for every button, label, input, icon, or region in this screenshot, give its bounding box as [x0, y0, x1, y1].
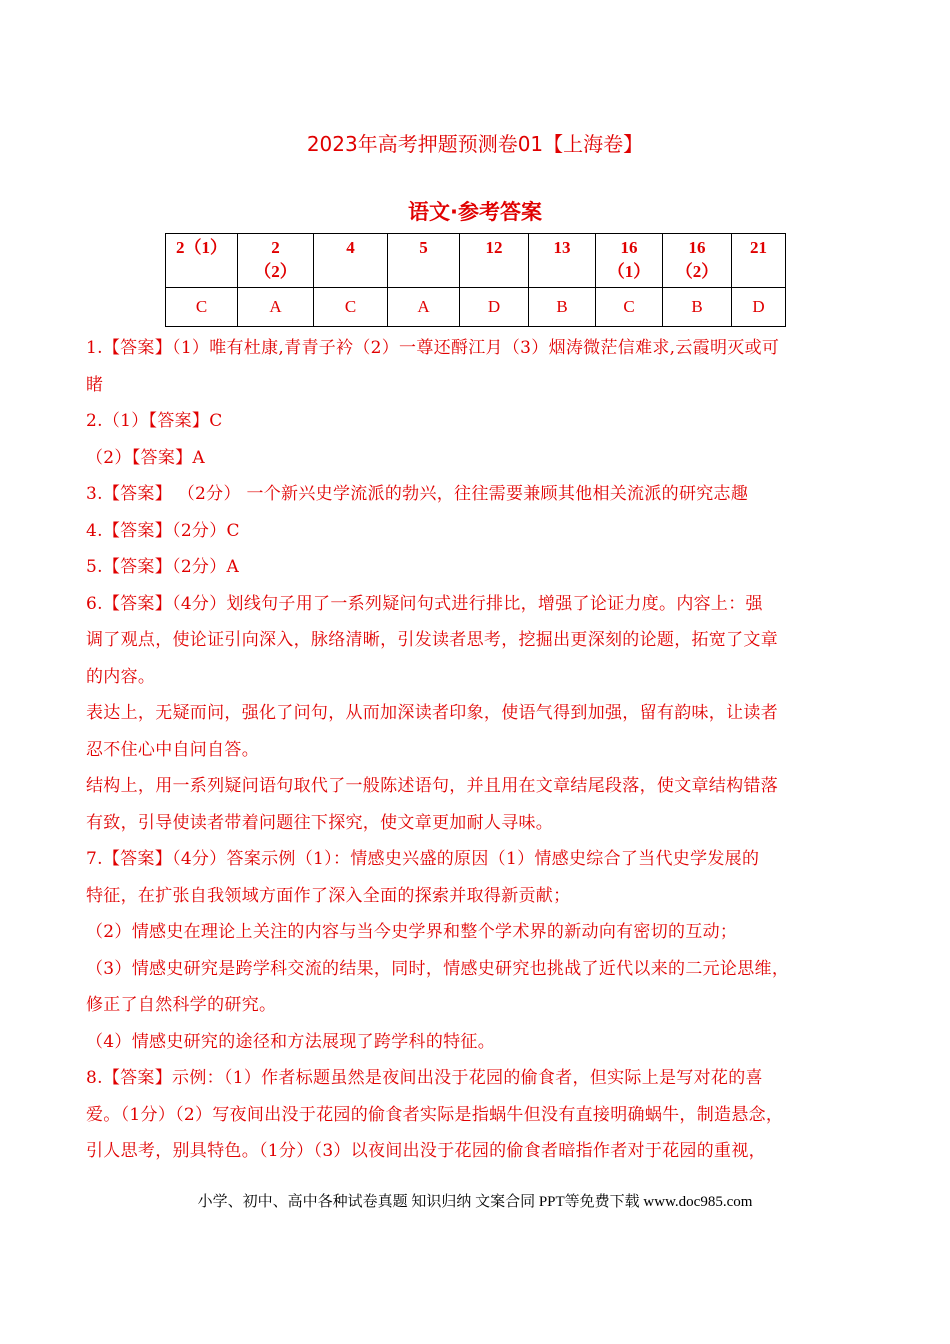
- answer-line: （2）【答案】A: [86, 447, 205, 468]
- answer-cell: A: [238, 288, 314, 327]
- answer-line: 调了观点，使论证引向深入，脉络清晰，引发读者思考，挖掘出更深刻的论题，拓宽了文章: [86, 630, 778, 650]
- question-number: 16 （2）: [675, 238, 719, 281]
- answer-table-header-row: [166, 234, 786, 288]
- question-number: 2 （2）: [254, 238, 297, 281]
- page-subtitle: 语文·参考答案: [408, 200, 542, 224]
- answer-line: 表达上，无疑而问，强化了问句，从而加深读者印象，使语气得到加强，留有韵味，让读者: [86, 703, 778, 723]
- answer-cell: B: [529, 288, 596, 327]
- answer-line: （4）情感史研究的途径和方法展现了跨学科的特征。: [86, 1031, 496, 1052]
- answer-cell: A: [388, 288, 460, 327]
- question-number-cell: 4: [314, 234, 388, 288]
- answer-cell: B: [663, 288, 732, 327]
- answer-cell: D: [732, 288, 786, 327]
- question-number-cell: 12: [460, 234, 529, 288]
- answer-table: [165, 233, 786, 327]
- answer-line: 引人思考，别具特色。（1分）（3）以夜间出没于花园的偷食者暗指作者对于花园的重视，: [86, 1141, 766, 1161]
- answer-table-answer-row: [166, 288, 786, 327]
- answer-line: 修正了自然科学的研究。: [86, 995, 277, 1015]
- question-number: 16 （1）: [607, 238, 651, 281]
- answer-line: 爱。（1分）（2）写夜间出没于花园的偷食者实际是指蜗牛但没有直接明确蜗牛，制造悬念，: [86, 1104, 784, 1125]
- answer-line: 特征，在扩张自我领域方面作了深入全面的探索并取得新贡献；: [86, 885, 571, 906]
- answer-cell: D: [460, 288, 529, 327]
- answer-cell: C: [596, 288, 663, 327]
- answer-text-body: [86, 330, 866, 1170]
- question-number-cell: 13: [529, 234, 596, 288]
- answer-cell: C: [314, 288, 388, 327]
- question-number-cell: [596, 234, 663, 288]
- question-number-cell: [663, 234, 732, 288]
- page-title: 2023年高考押题预测卷01【上海卷】: [306, 132, 644, 156]
- answer-line: 结构上，用一系列疑问语句取代了一般陈述语句，并且用在文章结尾段落，使文章结构错落: [86, 776, 778, 796]
- answer-line: 的内容。: [86, 666, 156, 687]
- answer-line: 7.【答案】（4分）答案示例（1）：情感史兴盛的原因（1）情感史综合了当代史学发展的: [86, 849, 760, 869]
- question-number-cell: 2（1）: [166, 234, 238, 288]
- answer-line: 2.（1）【答案】C: [86, 411, 223, 431]
- answer-line: 忍不住心中自问自答。: [86, 739, 259, 760]
- question-number-cell: [238, 234, 314, 288]
- answer-line: 4.【答案】（2分）C: [86, 520, 240, 541]
- answer-line: 5.【答案】（2分）A: [86, 557, 240, 577]
- answer-line: 6.【答案】（4分）划线句子用了一系列疑问句式进行排比，增强了论证力度。内容上：强: [86, 593, 763, 614]
- answer-line: 3.【答案】 （2分） 一个新兴史学流派的勃兴，往往需要兼顾其他相关流派的研究志趣: [86, 484, 749, 504]
- answer-line: （2）情感史在理论上关注的内容与当今史学界和整个学术界的新动向有密切的互动；: [86, 922, 738, 942]
- answer-line: 8.【答案】示例：（1）作者标题虽然是夜间出没于花园的偷食者，但实际上是写对花的喜: [86, 1068, 763, 1088]
- question-number-cell: 21: [732, 234, 786, 288]
- question-number-cell: 5: [388, 234, 460, 288]
- answer-line: 1.【答案】（1）唯有杜康,青青子衿（2）一尊还酹江月（3）烟涛微茫信难求,云霞明灭或可: [86, 338, 780, 358]
- answer-line: （3）情感史研究是跨学科交流的结果，同时，情感史研究也挑战了近代以来的二元论思维，: [86, 958, 790, 979]
- answer-cell: C: [166, 288, 238, 327]
- answer-line: 有致，引导使读者带着问题往下探究，使文章更加耐人寻味。: [86, 812, 554, 833]
- page-footer: 小学、初中、高中各种试卷真题 知识归纳 文案合同 PPT等免费下载 www.doc985.com: [197, 1194, 753, 1210]
- answer-line: 睹: [86, 374, 104, 395]
